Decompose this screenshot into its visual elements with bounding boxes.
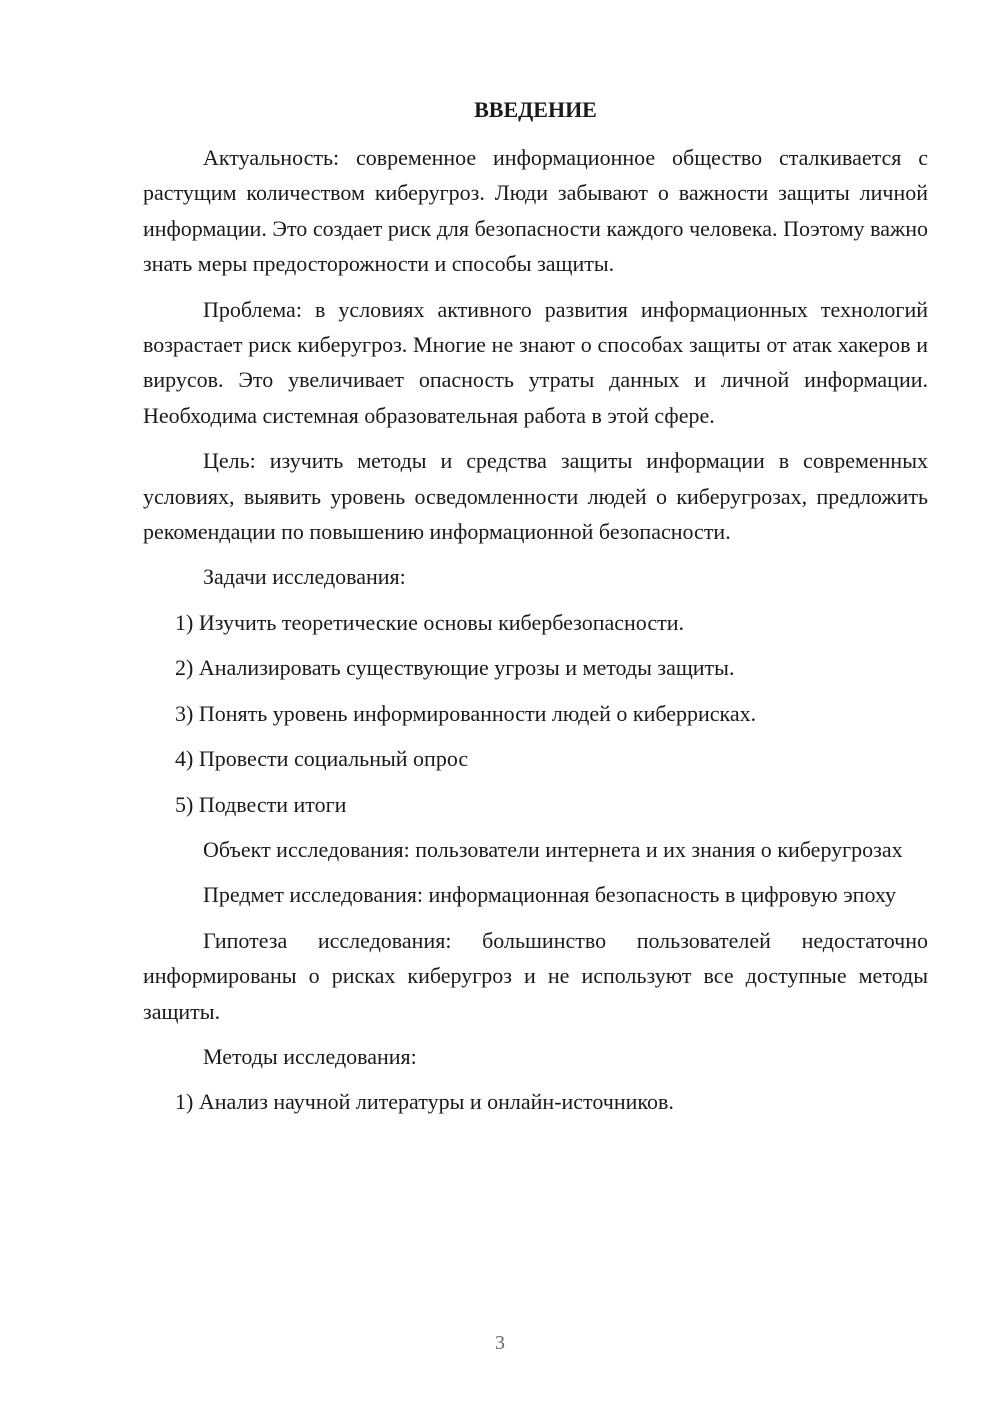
list-item: 3) Понять уровень информированности людей о киберрисках. [175, 700, 757, 726]
problem-paragraph: Проблема: в условиях активного развития информационных технологий возрастает риск киберугроз. Многие не знают о способах защиты от атак хакеров и вирусов. Это увеличивает опасность утраты данных и личной информации. Необходима системная образовательная работа в этой сфере. [143, 296, 928, 428]
tasks-heading: Задачи исследования: [203, 564, 406, 590]
relevance-paragraph: Актуальность: современное информационное общество сталкивается с растущим количеством киберугроз. Люди забывают о важности защиты личной информации. Это создает риск для безопасности каждого человека. Поэтому важно знать меры предосторожности и способы защиты. [143, 145, 928, 277]
list-item: 2) Анализировать существующие угрозы и методы защиты. [175, 655, 735, 681]
methods-heading: Методы исследования: [203, 1043, 417, 1069]
page-number: 3 [495, 1332, 505, 1354]
list-item: 1) Изучить теоретические основы кибербезопасности. [175, 609, 684, 635]
document-page [143, 92, 928, 1130]
subject-paragraph: Предмет исследования: информационная безопасность в цифровую эпоху [203, 882, 897, 908]
hypothesis-paragraph: Гипотеза исследования: большинство пользователей недостаточно информированы о рисках киберугроз и не используют все доступные методы защиты. [143, 927, 928, 1024]
tasks-list [143, 605, 928, 822]
list-item: 5) Подвести итоги [175, 791, 347, 817]
methods-list [143, 1084, 928, 1119]
list-item: 1) Анализ научной литературы и онлайн-источников. [175, 1089, 674, 1115]
list-item: 4) Провести социальный опрос [175, 746, 469, 772]
page-title: ВВЕДЕНИЕ [474, 97, 597, 122]
object-paragraph: Объект исследования: пользователи интернета и их знания о киберугрозах [203, 836, 903, 862]
goal-paragraph: Цель: изучить методы и средства защиты информации в современных условиях, выявить уровень осведомленности людей о киберугрозах, предложить рекомендации по повышению информационной безопасности. [143, 448, 928, 545]
